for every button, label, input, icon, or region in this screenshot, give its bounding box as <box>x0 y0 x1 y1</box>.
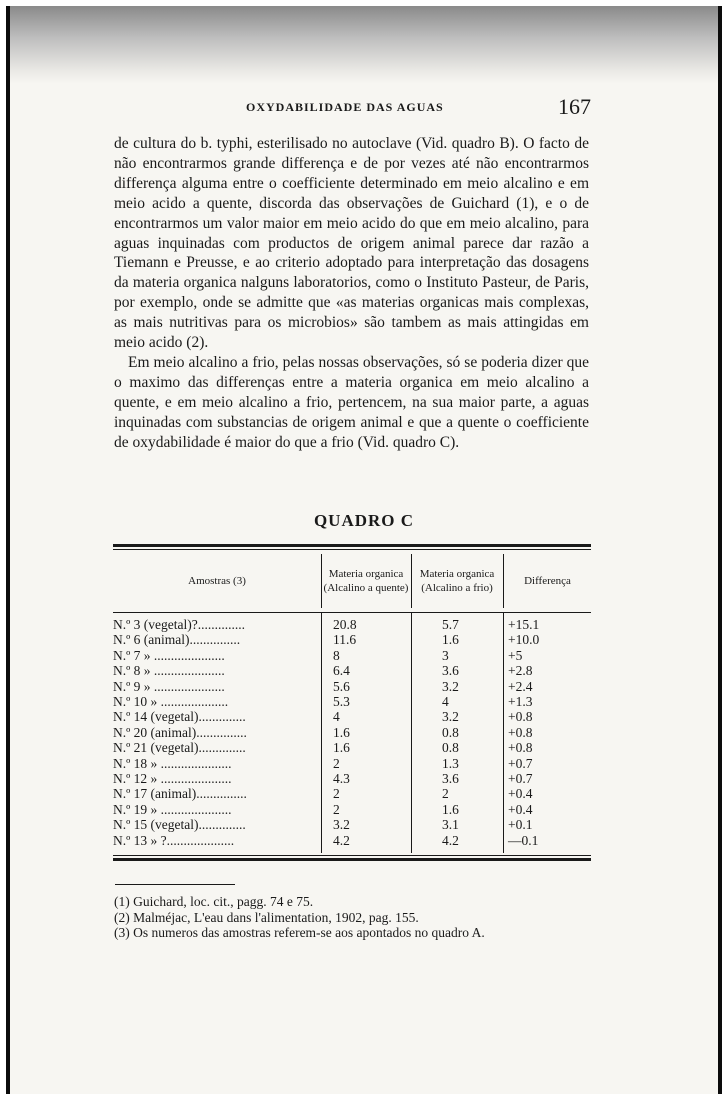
cell-sample: N.º 15 (vegetal).............. <box>113 817 246 833</box>
cell-alcalino-frio: 3 <box>442 647 449 663</box>
cell-alcalino-quente: 5.6 <box>333 678 350 694</box>
cell-alcalino-frio: 3.6 <box>442 771 459 786</box>
table-row <box>113 709 591 724</box>
header-sample <box>113 550 321 612</box>
cell-alcalino-frio: 5.7 <box>442 617 459 632</box>
cell-alcalino-quente: 2 <box>333 801 340 817</box>
header-diff-label: Differença <box>524 575 571 587</box>
page-number: 167 <box>558 94 591 119</box>
cell-alcalino-frio: 1.6 <box>442 801 459 817</box>
column-divider <box>503 613 504 853</box>
table-row <box>113 740 591 755</box>
cell-differenca: +1.3 <box>508 694 533 709</box>
table-row <box>113 679 591 694</box>
cell-alcalino-frio: 3.6 <box>442 663 459 679</box>
cell-differenca: +0.8 <box>508 740 533 756</box>
cell-sample: N.º 20 (animal)............... <box>113 724 247 740</box>
body-text <box>114 134 589 453</box>
cell-sample: N.º 13 » ?.................... <box>113 832 235 848</box>
cell-alcalino-quente: 4.2 <box>333 832 350 848</box>
cell-sample: N.º 18 » ..................... <box>113 755 232 771</box>
footnote-rule <box>115 884 235 885</box>
cell-differenca: +0.8 <box>508 709 533 725</box>
cell-alcalino-frio: 2 <box>442 786 449 802</box>
footnotes <box>114 894 604 941</box>
table-row <box>113 786 591 801</box>
footnote-3: (3) Os numeros das amostras referem-se aos apontados no quadro A. <box>114 925 485 940</box>
cell-sample: N.º 14 (vegetal).............. <box>113 709 246 725</box>
cell-sample: N.º 21 (vegetal).............. <box>113 740 246 756</box>
cell-alcalino-quente: 2 <box>333 786 340 802</box>
cell-alcalino-frio: 1.6 <box>442 632 459 648</box>
cell-alcalino-quente: 4 <box>333 709 340 725</box>
cell-alcalino-frio: 0.8 <box>442 740 459 756</box>
cell-sample: N.º 7 » ..................... <box>113 647 225 663</box>
table-top-rule <box>113 544 591 547</box>
cell-differenca: +0.7 <box>508 771 533 786</box>
paragraph-2: Em meio alcalino a frio, pelas nossas observações, só se poderia dizer que o maximo das differenças entre a materia organica em meio alcalino a quente, e em meio alcalino a frio, pertencem, na sua maior parte, a aguas inquinadas com substancias de origem animal e que a quente o coefficiente de oxydabilidade é maior do que a frio (Vid. quadro C). <box>114 353 589 451</box>
footnote-2: (2) Malméjac, L'eau dans l'alimentation, 1902, pag. 155. <box>114 909 419 925</box>
table-row <box>113 617 591 632</box>
cell-alcalino-quente: 8 <box>333 647 340 663</box>
paragraph-1: de cultura do b. typhi, esterilisado no autoclave (Vid. quadro B). O facto de não encontrarmos grande differença e de por vezes até não encontrarmos differença alguma entre o coefficiente determinado em meio alcalino e em meio acido a quente, discorda das observações de Guichard (1), e o de encontrarmos um valor maior em meio acido do que em meio alcalino, para aguas inquinadas com productos de origem animal parece dar razão a Tiemann e Preusse, e ao criterio adoptado para interpretação das dosagens da materia organica nalguns laboratorios, como o Instituto Pasteur, de Paris, por exemplo, onde se admitte que «as materias organicas mais complexas, as mais nutritivas para os microbios» são tambem as mais attingidas em meio acido (2). <box>114 135 589 352</box>
table-row <box>113 833 591 848</box>
cell-differenca: +0.4 <box>508 801 533 817</box>
cell-alcalino-frio: 4.2 <box>442 832 459 848</box>
table-body <box>113 613 591 853</box>
cell-alcalino-quente: 20.8 <box>333 617 357 632</box>
cell-alcalino-quente: 3.2 <box>333 817 350 833</box>
header-alcalino-frio <box>412 550 502 612</box>
header-alcalino-quente <box>322 550 410 612</box>
running-title: OXYDABILIDADE DAS AGUAS <box>246 100 444 114</box>
table-row <box>113 756 591 771</box>
table-title: QUADRO C <box>313 511 415 530</box>
header-v1-line2: (Alcalino a quente) <box>323 582 409 594</box>
cell-differenca: +2.8 <box>508 663 533 679</box>
cell-differenca: +0.8 <box>508 724 533 740</box>
table-row <box>113 817 591 832</box>
table-row <box>113 632 591 647</box>
header-v2-line2: (Alcalino a frio) <box>421 582 493 594</box>
cell-alcalino-frio: 1.3 <box>442 755 459 771</box>
table-row <box>113 663 591 678</box>
cell-sample: N.º 17 (animal)............... <box>113 786 247 802</box>
cell-sample: N.º 19 » ..................... <box>113 801 232 817</box>
table-header <box>113 550 591 612</box>
cell-differenca: —0.1 <box>508 832 539 848</box>
column-divider <box>411 613 412 853</box>
cell-alcalino-quente: 2 <box>333 755 340 771</box>
cell-sample: N.º 10 » .................... <box>113 694 229 709</box>
table-row <box>113 802 591 817</box>
table-row <box>113 694 591 709</box>
cell-alcalino-quente: 1.6 <box>333 740 350 756</box>
table-row <box>113 725 591 740</box>
cell-alcalino-quente: 11.6 <box>333 632 357 648</box>
header-v2-line1: Materia organica <box>419 568 495 580</box>
cell-alcalino-quente: 6.4 <box>333 663 350 679</box>
page-header <box>10 94 718 122</box>
cell-sample: N.º 12 » ..................... <box>113 771 232 786</box>
book-page <box>6 6 722 1094</box>
cell-differenca: +0.7 <box>508 755 533 771</box>
cell-differenca: +0.4 <box>508 786 533 802</box>
column-divider <box>321 613 322 853</box>
cell-alcalino-frio: 3.2 <box>442 678 459 694</box>
cell-sample: N.º 9 » ..................... <box>113 678 225 694</box>
cell-sample: N.º 8 » ..................... <box>113 663 225 679</box>
quadro-table <box>113 544 591 861</box>
cell-alcalino-quente: 1.6 <box>333 724 350 740</box>
cell-differenca: +0.1 <box>508 817 533 833</box>
cell-alcalino-frio: 3.1 <box>442 817 459 833</box>
header-differenca <box>504 550 591 612</box>
cell-differenca: +15.1 <box>508 617 540 632</box>
cell-alcalino-frio: 4 <box>442 694 449 709</box>
cell-alcalino-frio: 0.8 <box>442 724 459 740</box>
cell-differenca: +2.4 <box>508 678 533 694</box>
scan-shadow <box>10 6 718 84</box>
header-v1-line1: Materia organica <box>328 568 404 580</box>
table-row <box>113 648 591 663</box>
cell-differenca: +5 <box>508 647 523 663</box>
table-bottom-rule-thin <box>113 855 591 856</box>
cell-alcalino-quente: 4.3 <box>333 771 350 786</box>
cell-sample: N.º 6 (animal)............... <box>113 632 241 648</box>
footnote-1: (1) Guichard, loc. cit., pagg. 74 e 75. <box>114 894 314 909</box>
table-row <box>113 771 591 786</box>
cell-sample: N.º 3 (vegetal)?.............. <box>113 617 246 632</box>
table-bottom-rule <box>113 858 591 861</box>
cell-alcalino-frio: 3.2 <box>442 709 459 725</box>
cell-differenca: +10.0 <box>508 632 540 648</box>
cell-alcalino-quente: 5.3 <box>333 694 350 709</box>
header-sample-label: Amostras (3) <box>188 575 246 587</box>
